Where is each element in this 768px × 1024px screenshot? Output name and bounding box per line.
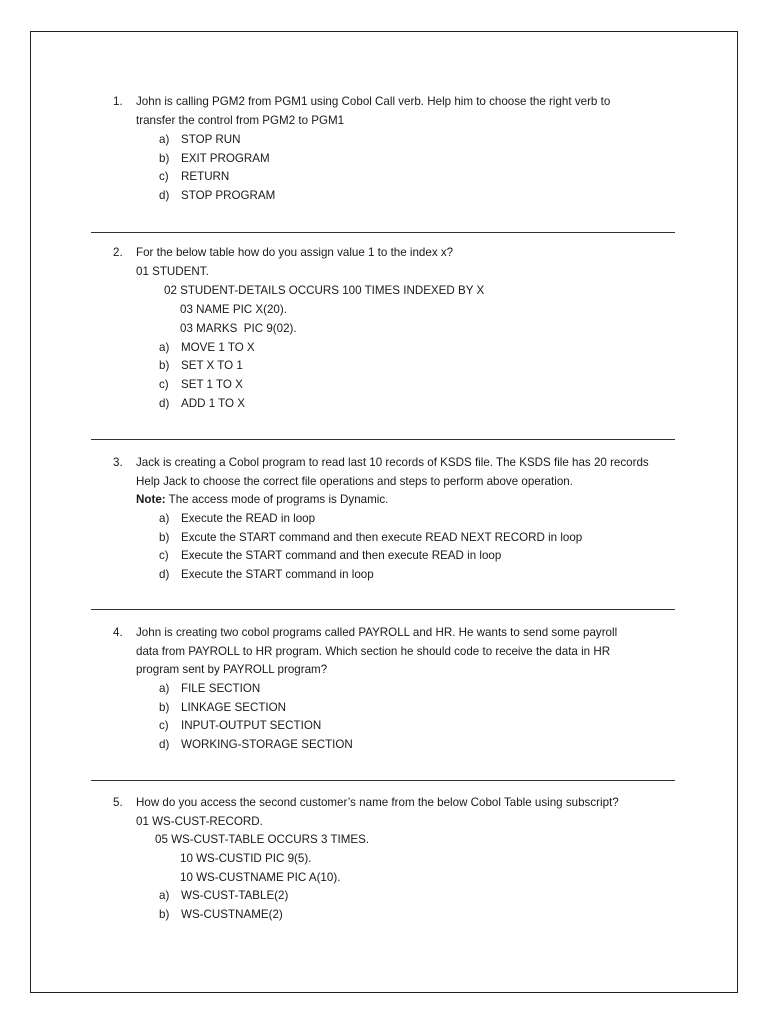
question-number: 3. <box>113 456 123 469</box>
option-text: RETURN <box>181 170 230 183</box>
option-letter: a) <box>159 889 170 902</box>
option-text: SET X TO 1 <box>181 359 243 372</box>
option-letter: b) <box>159 908 170 921</box>
option-text: MOVE 1 TO X <box>181 341 255 354</box>
option-text: INPUT-OUTPUT SECTION <box>181 719 322 732</box>
option-text: Excute the START command and then execute READ NEXT RECORD in loop <box>181 531 583 544</box>
option-text: Execute the START command in loop <box>181 568 374 581</box>
code-line: 02 STUDENT-DETAILS OCCURS 100 TIMES INDEXED BY X <box>164 284 485 297</box>
option-letter: b) <box>159 531 170 544</box>
code-line: 03 MARKS PIC 9(02). <box>180 322 297 335</box>
separator-line <box>91 780 675 781</box>
question-stem-line: data from PAYROLL to HR program. Which section he should code to receive the data in HR <box>136 645 611 658</box>
question-stem-line: John is calling PGM2 from PGM1 using Cobol Call verb. Help him to choose the right verb to <box>136 95 611 108</box>
option-letter: a) <box>159 512 170 525</box>
option-text: WS-CUST-TABLE(2) <box>181 889 289 902</box>
option-text: SET 1 TO X <box>181 378 243 391</box>
option-text: EXIT PROGRAM <box>181 152 270 165</box>
option-letter: c) <box>159 378 169 391</box>
code-line: 03 NAME PIC X(20). <box>180 303 287 316</box>
question-stem-line: program sent by PAYROLL program? <box>136 663 328 676</box>
question-stem-line: John is creating two cobol programs called PAYROLL and HR. He wants to send some payroll <box>136 626 618 639</box>
note-label: Note: <box>136 493 166 506</box>
page-frame <box>30 31 738 993</box>
option-letter: c) <box>159 719 169 732</box>
option-letter: b) <box>159 701 170 714</box>
code-line: 10 WS-CUSTNAME PIC A(10). <box>180 871 341 884</box>
question-stem-line: Jack is creating a Cobol program to read last 10 records of KSDS file. The KSDS file has 20 records <box>136 456 649 469</box>
question-number: 1. <box>113 95 123 108</box>
option-text: STOP PROGRAM <box>181 189 276 202</box>
option-letter: c) <box>159 549 169 562</box>
option-letter: d) <box>159 568 170 581</box>
option-letter: d) <box>159 738 170 751</box>
question-number: 2. <box>113 246 123 259</box>
question-stem-line: transfer the control from PGM2 to PGM1 <box>136 114 345 127</box>
question-stem-line: How do you access the second customer’s name from the below Cobol Table using subscript? <box>136 796 619 809</box>
option-letter: d) <box>159 397 170 410</box>
separator-line <box>91 609 675 610</box>
option-text: ADD 1 TO X <box>181 397 246 410</box>
question-stem-line: Help Jack to choose the correct file operations and steps to perform above operation. <box>136 475 573 488</box>
separator-line <box>91 439 675 440</box>
option-text: LINKAGE SECTION <box>181 701 287 714</box>
option-text: STOP RUN <box>181 133 241 146</box>
option-letter: b) <box>159 359 170 372</box>
option-text: Execute the START command and then execute READ in loop <box>181 549 502 562</box>
option-letter: d) <box>159 189 170 202</box>
code-line: 01 STUDENT. <box>136 265 209 278</box>
option-letter: b) <box>159 152 170 165</box>
question-number: 4. <box>113 626 123 639</box>
question-number: 5. <box>113 796 123 809</box>
option-letter: a) <box>159 682 170 695</box>
option-letter: c) <box>159 170 169 183</box>
option-letter: a) <box>159 341 170 354</box>
option-text: Execute the READ in loop <box>181 512 316 525</box>
code-line: 01 WS-CUST-RECORD. <box>136 815 263 828</box>
option-letter: a) <box>159 133 170 146</box>
note-text: The access mode of programs is Dynamic. <box>165 493 389 506</box>
option-text: FILE SECTION <box>181 682 261 695</box>
separator-line <box>91 232 675 233</box>
note-line <box>136 492 388 508</box>
option-text: WORKING-STORAGE SECTION <box>181 738 353 751</box>
code-line: 10 WS-CUSTID PIC 9(5). <box>180 852 312 865</box>
question-stem-line: For the below table how do you assign value 1 to the index x? <box>136 246 454 259</box>
code-line: 05 WS-CUST-TABLE OCCURS 3 TIMES. <box>155 833 370 846</box>
option-text: WS-CUSTNAME(2) <box>181 908 283 921</box>
